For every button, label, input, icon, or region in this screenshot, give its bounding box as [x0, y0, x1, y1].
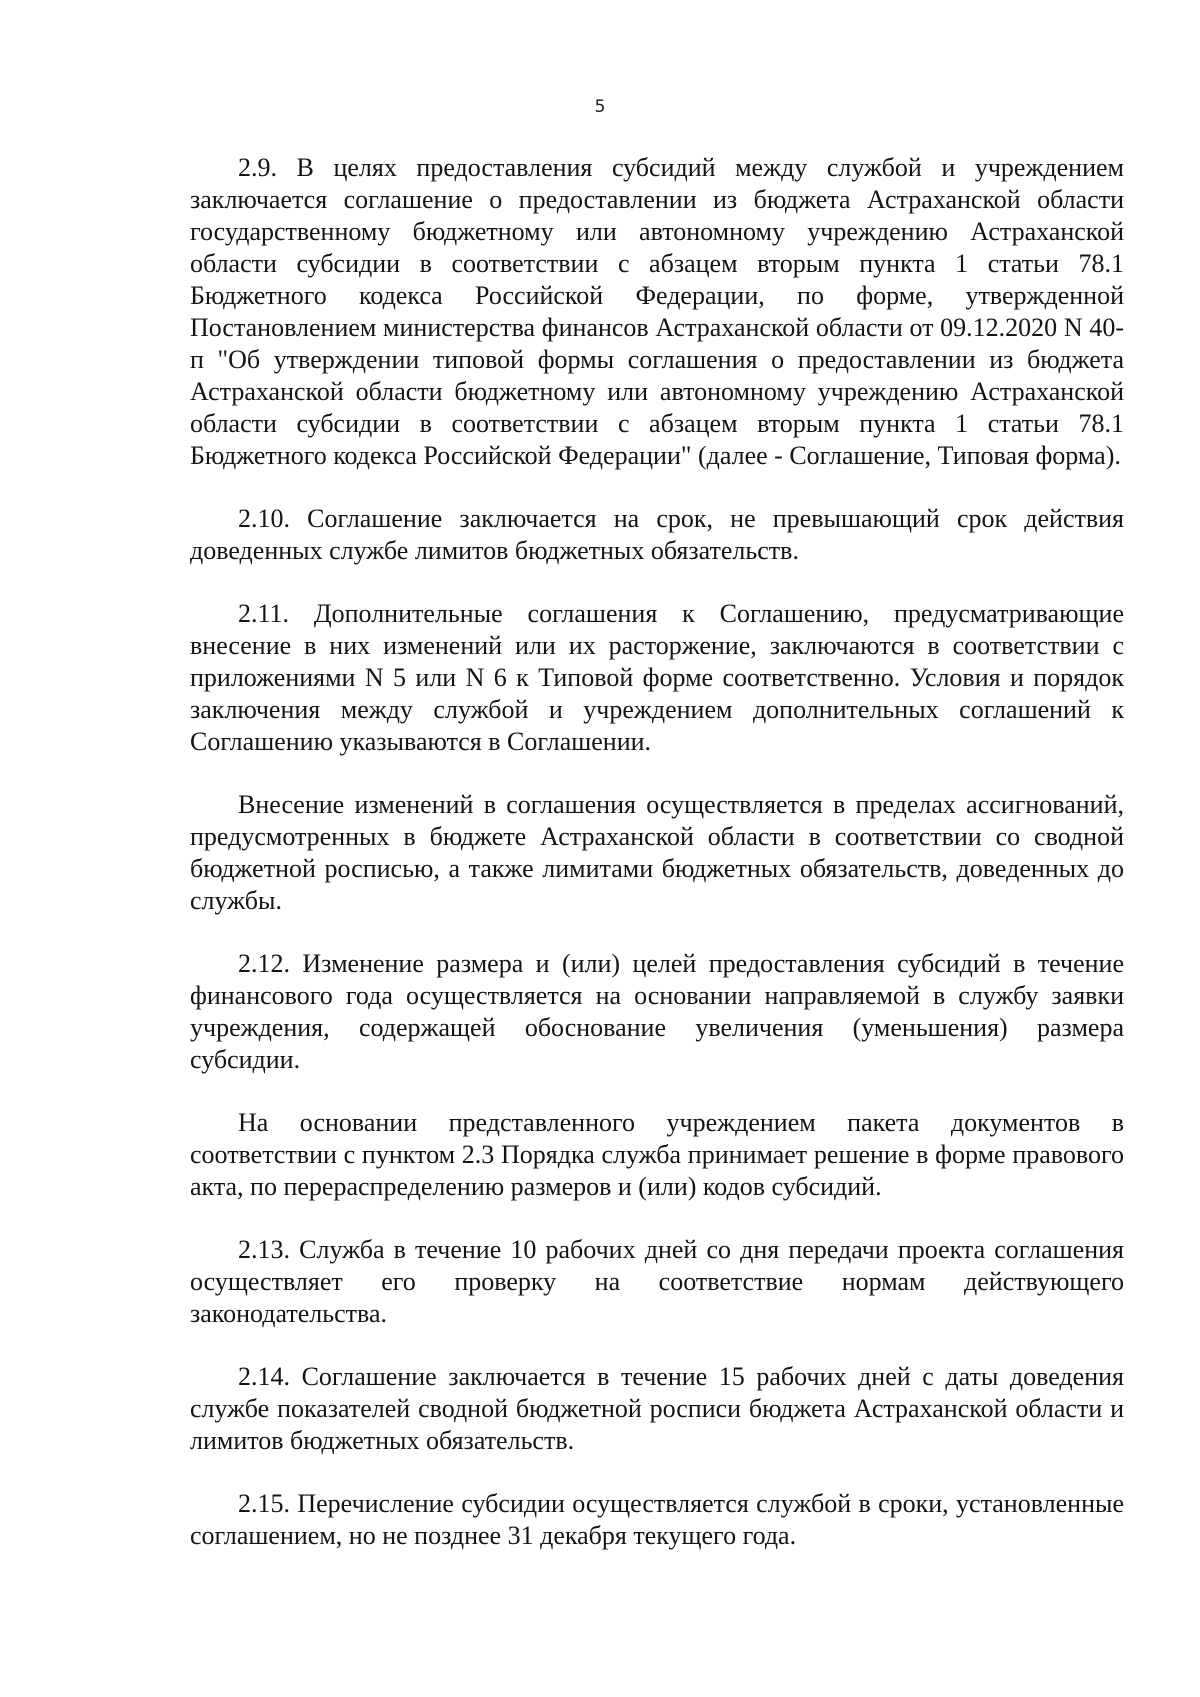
paragraph-2-12: 2.12. Изменение размера и (или) целей предоставления субсидий в течение финансового года осуществляется на основании направляемой в службу заявки учреждения, содержащей обоснование увеличения (уменьшения) размера субсидии.	[190, 949, 1124, 1074]
paragraph-2-11: 2.11. Дополнительные соглашения к Соглашению, предусматривающие внесение в них изменений или их расторжение, заключаются в соответствии с приложениями N 5 или N 6 к Типовой форме соответственно. Условия и порядок заключения между службой и учреждением дополнительных соглашений к Соглашению указываются в Соглашении.	[190, 599, 1124, 756]
paragraph-2-14: 2.14. Соглашение заключается в течение 15 рабочих дней с даты доведения службе показателей сводной бюджетной росписи бюджета Астраханской области и лимитов бюджетных обязательств.	[190, 1362, 1124, 1455]
paragraph-redistribution: На основании представленного учреждением пакета документов в соответствии с пунктом 2.3 Порядка служба принимает решение в форме правового акта, по перераспределению размеров и (или) кодов субсидий.	[190, 1108, 1124, 1201]
paragraph-2-13: 2.13. Служба в течение 10 рабочих дней со дня передачи проекта соглашения осуществляет его проверку на соответствие нормам действующего законодательства.	[190, 1235, 1124, 1328]
paragraph-2-15: 2.15. Перечисление субсидии осуществляется службой в сроки, установленные соглашением, но не позднее 31 декабря текущего года.	[190, 1489, 1124, 1550]
paragraph-2-9: 2.9. В целях предоставления субсидий между службой и учреждением заключается соглашение о предоставлении из бюджета Астраханской области государственному бюджетному или автономному учреждению Астраханской области субсидии в соответствии с абзацем вторым пункта 1 статьи 78.1 Бюджетного кодекса Российской Федерации, по форме, утвержденной Постановлением министерства финансов Астраханской области от 09.12.2020 N 40-п "Об утверждении типовой формы соглашения о предоставлении из бюджета Астраханской области бюджетному или автономному учреждению Астраханской области субсидии в соответствии с абзацем вторым пункта 1 статьи 78.1 Бюджетного кодекса Российской Федерации" (далее - Соглашение, Типовая форма).	[190, 153, 1124, 470]
paragraph-2-10: 2.10. Соглашение заключается на срок, не превышающий срок действия доведенных службе лимитов бюджетных обязательств.	[190, 504, 1124, 565]
page-number: 5	[594, 97, 606, 117]
paragraph-amendments: Внесение изменений в соглашения осуществляется в пределах ассигнований, предусмотренных в бюджете Астраханской области в соответствии со сводной бюджетной росписью, а также лимитами бюджетных обязательств, доведенных до службы.	[190, 790, 1124, 915]
document-body	[190, 152, 1124, 1583]
